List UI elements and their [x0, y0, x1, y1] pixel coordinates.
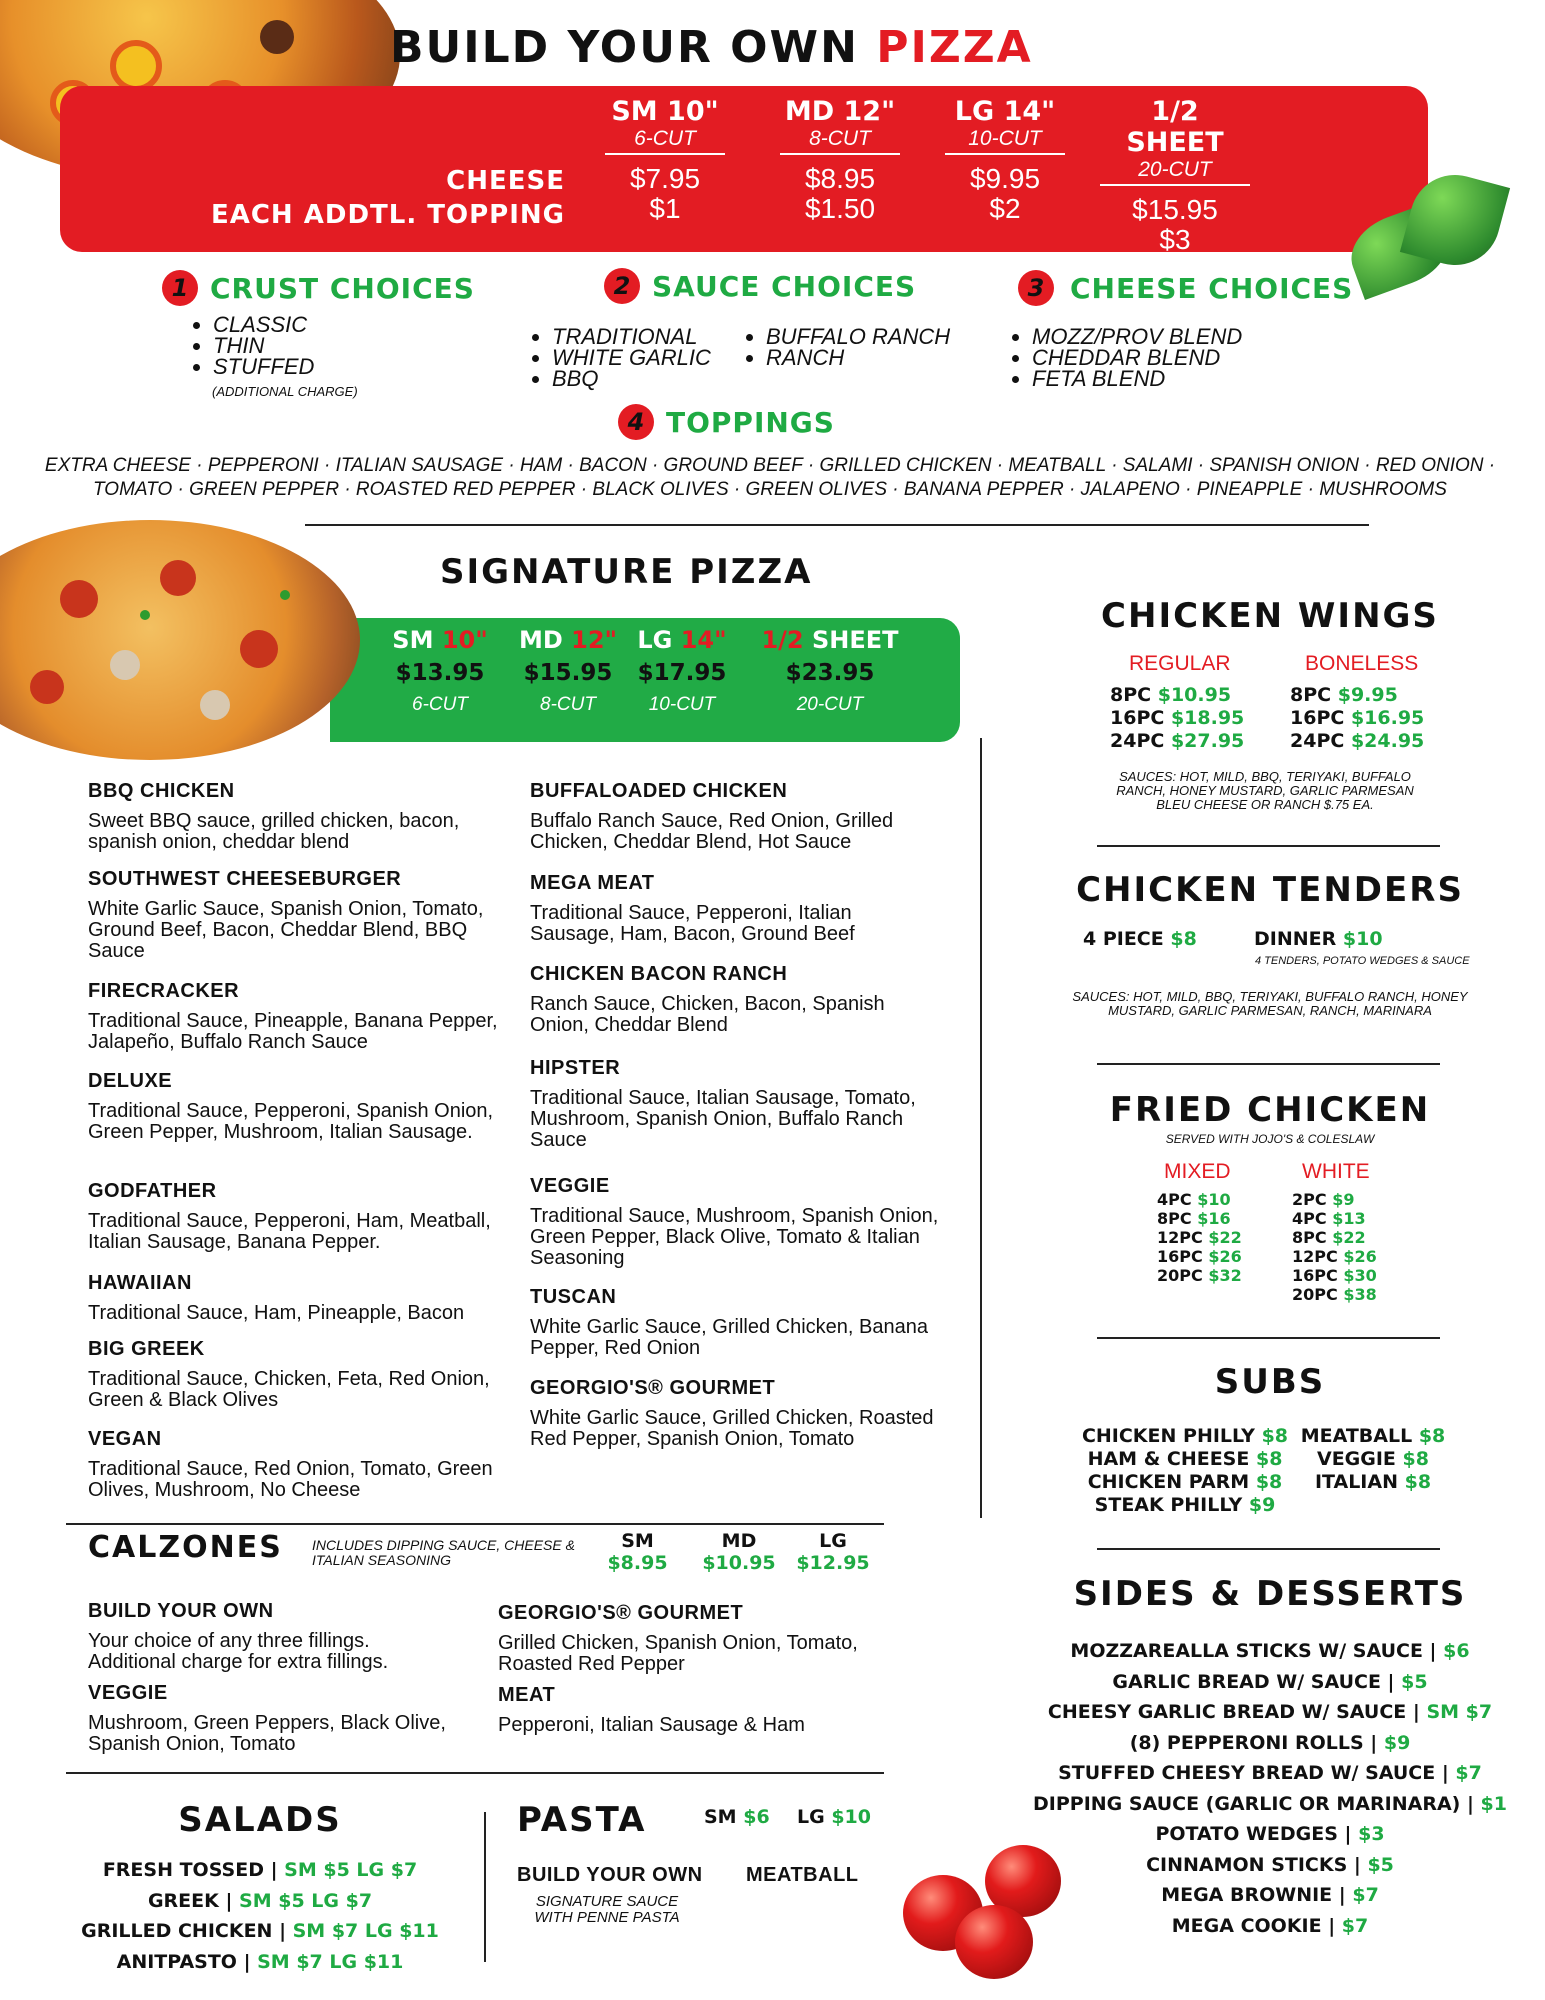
sides-list — [1020, 1636, 1520, 1941]
list-item: 16PC $16.95 — [1290, 707, 1425, 729]
list-item: MEAT Pepperoni, Italian Sausage & Ham — [498, 1684, 805, 1736]
tenders-sauces-note: SAUCES: HOT, MILD, BBQ, TERIYAKI, BUFFALO RANCH, HONEY MUSTARD, GARLIC PARMESAN, RANCH, MARINARA — [1072, 989, 1468, 1018]
pasta-note: SIGNATURE SAUCE WITH PENNE PASTA — [534, 1893, 680, 1926]
step-badge-2: 2 — [604, 268, 640, 304]
vertical-divider — [484, 1812, 486, 1962]
list-item: 4PC $13 — [1292, 1209, 1366, 1228]
list-item: 12PC $26 — [1292, 1247, 1377, 1266]
pasta-lg-price: LG $10 — [797, 1806, 871, 1828]
list-item: 8PC $10.95 — [1110, 684, 1232, 706]
cheese-row-label: CHEESE — [446, 166, 565, 196]
signature-list-right — [530, 780, 940, 1450]
tenders-dinner: DINNER $10 — [1254, 928, 1383, 950]
page-title: BUILD YOUR OWN PIZZA — [390, 22, 1033, 73]
list-item: VEGAN Traditional Sauce, Red Onion, Tomato, Green Olives, Mushroom, No Cheese — [88, 1428, 493, 1501]
subs-list-1 — [1075, 1425, 1295, 1517]
list-item: CHICKEN PARM $8 — [1087, 1471, 1283, 1493]
chicken-tenders-title: CHICKEN TENDERS — [1076, 870, 1464, 910]
list-item: • STUFFED — [213, 356, 314, 377]
wings-sauces-note: SAUCES: HOT, MILD, BBQ, TERIYAKI, BUFFALO RANCH, HONEY MUSTARD, GARLIC PARMESAN BLEU CHEESE OR RANCH $.75 EA. — [1116, 769, 1414, 812]
pasta-sm-price: SM $6 — [704, 1806, 770, 1828]
list-item: 24PC $24.95 — [1290, 730, 1425, 752]
list-item: • MOZZ/PROV BLEND — [1032, 326, 1242, 347]
list-item: VEGGIE Traditional Sauce, Mushroom, Spanish Onion, Green Pepper, Black Olive, Tomato & Italian Seasoning — [530, 1175, 939, 1269]
list-item: • FETA BLEND — [1032, 368, 1242, 389]
list-item: MEATBALL $8 — [1300, 1425, 1446, 1447]
byo-size-lg: LG 14" 10-CUT $9.95 $2 — [945, 96, 1065, 225]
tenders-dinner-note: 4 TENDERS, POTATO WEDGES & SAUCE — [1255, 955, 1470, 967]
list-item: GRILLED CHICKEN | SM $7 LG $11 — [81, 1920, 439, 1942]
wings-regular-list — [1110, 684, 1244, 753]
sig-size-md: MD 12" $15.95 8-CUT — [518, 626, 618, 715]
list-item: GEORGIO'S® GOURMET White Garlic Sauce, Grilled Chicken, Roasted Red Pepper, Spanish Onion, Tomato — [530, 1377, 934, 1450]
pasta-build-your-own: BUILD YOUR OWN — [517, 1864, 703, 1886]
pizza-image-signature — [0, 520, 360, 760]
list-item: VEGGIE Mushroom, Green Peppers, Black Olive, Spanish Onion, Tomato — [88, 1682, 446, 1755]
topping-row-label: EACH ADDTL. TOPPING — [210, 200, 565, 230]
divider — [305, 524, 1369, 526]
list-item: GEORGIO'S® GOURMET Grilled Chicken, Spanish Onion, Tomato, Roasted Red Pepper — [498, 1602, 858, 1675]
list-item: 20PC $32 — [1157, 1266, 1242, 1285]
calzones-title: CALZONES — [88, 1530, 283, 1565]
wings-boneless-list — [1290, 684, 1424, 753]
list-item: HAWAIIAN Traditional Sauce, Ham, Pineapple, Bacon — [88, 1272, 465, 1324]
list-item: CHICKEN PHILLY $8 — [1081, 1425, 1289, 1447]
sauce-choices-title: SAUCE CHOICES — [652, 270, 917, 303]
fried-chicken-title: FRIED CHICKEN — [1109, 1090, 1431, 1130]
list-item: (8) PEPPERONI ROLLS | $9 — [1129, 1731, 1411, 1754]
signature-pizza-title: SIGNATURE PIZZA — [440, 552, 813, 592]
list-item: DIPPING SAUCE (GARLIC OR MARINARA) | $1 — [1033, 1792, 1507, 1815]
toppings-title: TOPPINGS — [666, 406, 835, 439]
vertical-divider — [980, 738, 982, 1518]
list-item: • CLASSIC — [213, 314, 314, 335]
cheese-choices-title: CHEESE CHOICES — [1070, 272, 1354, 305]
list-item: HIPSTER Traditional Sauce, Italian Sausage, Tomato, Mushroom, Spanish Onion, Buffalo Ranch Sauce — [530, 1057, 916, 1151]
salads-list — [60, 1855, 460, 1977]
calzone-size-sm: SM $8.95 — [607, 1530, 668, 1574]
sig-size-lg: LG 14" $17.95 10-CUT — [637, 626, 727, 715]
list-item: • BUFFALO RANCH — [766, 326, 950, 347]
list-item: CHEESY GARLIC BREAD W/ SAUCE | SM $7 — [1047, 1701, 1493, 1723]
list-item: STUFFED CHEESY BREAD W/ SAUCE | $7 — [1058, 1762, 1482, 1784]
divider — [1097, 1063, 1440, 1065]
sauce-choices-list-1 — [524, 326, 711, 389]
list-item: FRESH TOSSED | SM $5 LG $7 — [102, 1859, 418, 1881]
list-item: 8PC $22 — [1292, 1228, 1366, 1247]
fried-white-list — [1292, 1190, 1377, 1304]
list-item: • WHITE GARLIC — [552, 347, 711, 368]
list-item: VEGGIE $8 — [1316, 1448, 1429, 1470]
list-item: STEAK PHILLY $9 — [1094, 1494, 1276, 1516]
list-item: MEGA BROWNIE | $7 — [1161, 1884, 1379, 1906]
sauce-choices-list-2 — [738, 326, 950, 368]
step-badge-4: 4 — [618, 404, 654, 440]
pasta-meatball: MEATBALL — [746, 1864, 859, 1886]
subs-list-2 — [1298, 1425, 1448, 1494]
list-item: • RANCH — [766, 347, 950, 368]
wings-regular-head: REGULAR — [1129, 652, 1231, 675]
sig-size-half-sheet: 1/2 SHEET $23.95 20-CUT — [761, 626, 899, 715]
cheese-choices-list — [1004, 326, 1242, 389]
byo-size-md: MD 12" 8-CUT $8.95 $1.50 — [780, 96, 900, 225]
calzones-note: INCLUDES DIPPING SAUCE, CHEESE & ITALIAN SEASONING — [312, 1537, 575, 1568]
step-badge-1: 1 — [162, 270, 198, 306]
list-item: MEGA MEAT Traditional Sauce, Pepperoni, Italian Sausage, Ham, Bacon, Ground Beef — [530, 872, 855, 945]
fried-mixed-head: MIXED — [1164, 1160, 1231, 1183]
calzone-size-md: MD $10.95 — [702, 1530, 776, 1574]
list-item: 8PC $9.95 — [1290, 684, 1398, 706]
crust-choices-title: CRUST CHOICES — [210, 272, 475, 305]
pasta-title: PASTA — [517, 1800, 647, 1840]
list-item: • CHEDDAR BLEND — [1032, 347, 1242, 368]
list-item: BUILD YOUR OWN Your choice of any three fillings. Additional charge for extra fillings. — [88, 1600, 389, 1673]
crust-choices-list — [185, 314, 314, 377]
list-item: BIG GREEK Traditional Sauce, Chicken, Feta, Red Onion, Green & Black Olives — [88, 1338, 490, 1411]
fried-mixed-list — [1157, 1190, 1242, 1285]
crust-note: (ADDITIONAL CHARGE) — [212, 384, 358, 399]
list-item: ANITPASTO | SM $7 LG $11 — [116, 1950, 404, 1973]
list-item: 12PC $22 — [1157, 1228, 1242, 1247]
salads-title: SALADS — [178, 1800, 342, 1840]
byo-size-half-sheet: 1/2 SHEET 20-CUT $15.95 $3 — [1100, 96, 1250, 256]
wings-boneless-head: BONELESS — [1305, 652, 1419, 675]
list-item: SOUTHWEST CHEESEBURGER White Garlic Sauce, Spanish Onion, Tomato, Ground Beef, Bacon, Cheddar Blend, BBQ Sauce — [88, 868, 484, 962]
basil-leaf-image — [1340, 175, 1520, 295]
chicken-wings-title: CHICKEN WINGS — [1101, 596, 1439, 636]
sides-desserts-title: SIDES & DESSERTS — [1073, 1574, 1467, 1614]
list-item: • BBQ — [552, 368, 711, 389]
list-item: 2PC $9 — [1292, 1190, 1355, 1209]
list-item: BBQ CHICKEN Sweet BBQ sauce, grilled chicken, bacon, spanish onion, cheddar blend — [88, 780, 460, 853]
list-item: 16PC $26 — [1157, 1247, 1242, 1266]
list-item: GARLIC BREAD W/ SAUCE | $5 — [1112, 1670, 1428, 1693]
list-item: TUSCAN White Garlic Sauce, Grilled Chicken, Banana Pepper, Red Onion — [530, 1286, 928, 1359]
subs-title: SUBS — [1214, 1362, 1326, 1402]
list-item: • THIN — [213, 335, 314, 356]
list-item: GODFATHER Traditional Sauce, Pepperoni, Ham, Meatball, Italian Sausage, Banana Pepper. — [88, 1180, 491, 1253]
divider — [1097, 1548, 1440, 1550]
list-item: • TRADITIONAL — [552, 326, 711, 347]
list-item: BUFFALOADED CHICKEN Buffalo Ranch Sauce, Red Onion, Grilled Chicken, Cheddar Blend, Hot Sauce — [530, 780, 894, 853]
list-item: DELUXE Traditional Sauce, Pepperoni, Spanish Onion, Green Pepper, Mushroom, Italian Sausage. — [88, 1070, 494, 1143]
fried-white-head: WHITE — [1302, 1160, 1370, 1183]
list-item: 16PC $30 — [1292, 1266, 1377, 1285]
step-badge-3: 3 — [1018, 270, 1054, 306]
list-item: 24PC $27.95 — [1110, 730, 1245, 752]
toppings-list: EXTRA CHEESE · PEPPERONI · ITALIAN SAUSAGE · HAM · BACON · GROUND BEEF · GRILLED CHICKEN · MEATBALL · SALAMI · SPANISH ONION · RED ONION · TOMATO · GREEN PEPPER · ROASTED RED PEPPER · BLACK OLIVES · GREEN OLIVES · BANANA PEPPER · JALAPENO · PINEAPPLE · MUSHROOMS — [44, 455, 1496, 500]
calzone-size-lg: LG $12.95 — [796, 1530, 870, 1574]
divider — [1097, 1337, 1440, 1339]
list-item: POTATO WEDGES | $3 — [1155, 1823, 1385, 1845]
list-item: MEGA COOKIE | $7 — [1171, 1914, 1369, 1937]
list-item: HAM & CHEESE $8 — [1087, 1448, 1283, 1470]
sig-size-sm: SM 10" $13.95 6-CUT — [392, 626, 488, 715]
tenders-4-piece: 4 PIECE $8 — [1083, 928, 1197, 950]
list-item: MOZZAREALLA STICKS W/ SAUCE | $6 — [1070, 1640, 1470, 1662]
list-item: GREEK | SM $5 LG $7 — [147, 1889, 373, 1912]
fried-chicken-note: SERVED WITH JOJO'S & COLESLAW — [1165, 1132, 1375, 1146]
list-item: FIRECRACKER Traditional Sauce, Pineapple, Banana Pepper, Jalapeño, Buffalo Ranch Sauce — [88, 980, 498, 1053]
list-item: 20PC $38 — [1292, 1285, 1377, 1304]
list-item: CHICKEN BACON RANCH Ranch Sauce, Chicken, Bacon, Spanish Onion, Cheddar Blend — [530, 963, 885, 1036]
list-item: 16PC $18.95 — [1110, 707, 1245, 729]
calzone-list-left — [88, 1600, 448, 1755]
divider — [1097, 845, 1440, 847]
list-item: CINNAMON STICKS | $5 — [1146, 1853, 1394, 1876]
divider — [66, 1523, 884, 1525]
byo-size-sm: SM 10" 6-CUT $7.95 $1 — [605, 96, 725, 225]
list-item: 4PC $10 — [1157, 1190, 1231, 1209]
list-item: 8PC $16 — [1157, 1209, 1231, 1228]
divider — [66, 1772, 884, 1774]
signature-list-left — [88, 780, 508, 1501]
list-item: ITALIAN $8 — [1314, 1471, 1432, 1493]
calzone-list-right — [498, 1602, 858, 1736]
